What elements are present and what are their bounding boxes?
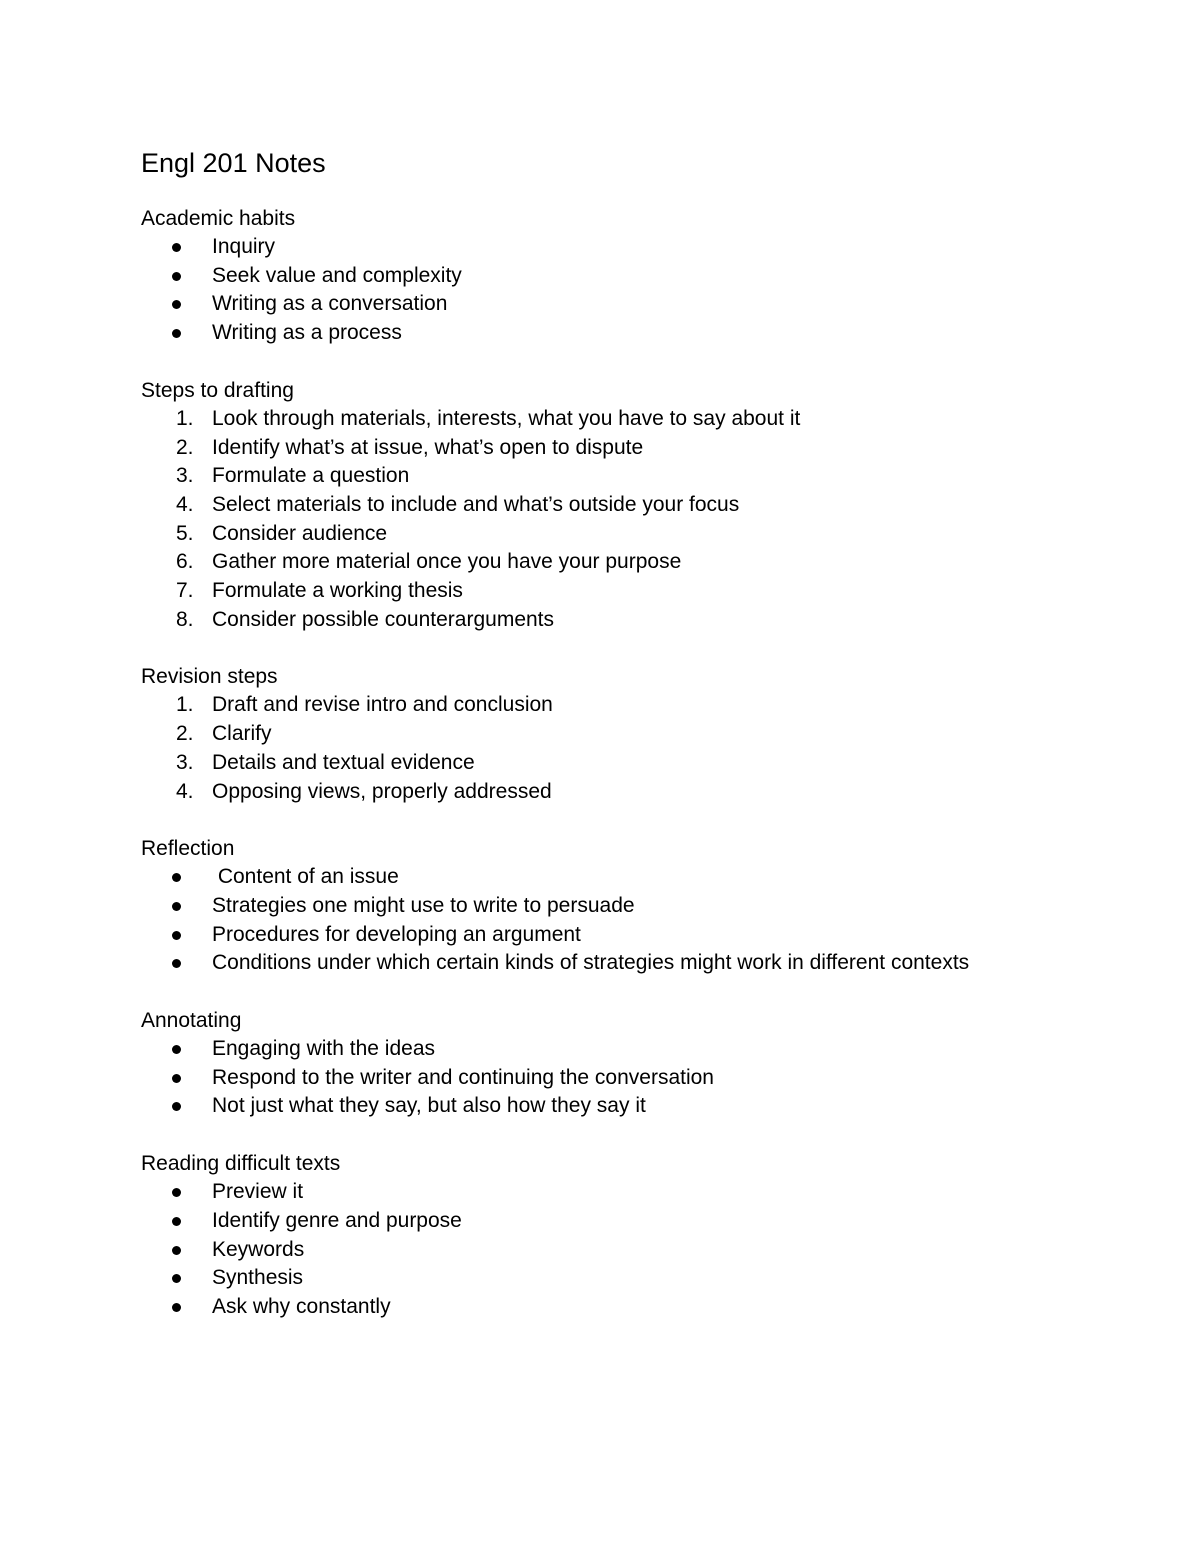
list-item bbox=[141, 1264, 1101, 1293]
list-item-text: Look through materials, interests, what you have to say about it bbox=[212, 406, 801, 430]
list-item-text: Strategies one might use to write to persuade bbox=[212, 893, 635, 917]
list-item-text: Opposing views, properly addressed bbox=[212, 779, 552, 803]
bullet-icon bbox=[172, 1217, 181, 1226]
list-item-text: Ask why constantly bbox=[212, 1294, 391, 1318]
list-item bbox=[141, 921, 1101, 950]
bullet-list bbox=[141, 1178, 1101, 1322]
bullet-icon bbox=[172, 1274, 181, 1283]
bullet-icon bbox=[172, 902, 181, 911]
list-item bbox=[141, 1064, 1101, 1093]
bullet-icon bbox=[172, 329, 181, 338]
numbered-list bbox=[141, 405, 1101, 635]
list-item-text: Formulate a question bbox=[212, 464, 410, 488]
list-item-text: Writing as a conversation bbox=[212, 292, 448, 316]
section-academic-habits bbox=[141, 204, 1101, 348]
list-item-text: Writing as a process bbox=[212, 321, 402, 345]
list-item-text: Identify what’s at issue, what’s open to dispute bbox=[212, 435, 644, 459]
section-heading: Academic habits bbox=[141, 207, 296, 230]
section-steps-to-drafting bbox=[141, 376, 1101, 635]
list-item-text: Gather more material once you have your purpose bbox=[212, 550, 682, 574]
bullet-icon bbox=[172, 272, 181, 281]
list-number: 4. bbox=[176, 492, 194, 516]
bullet-list bbox=[141, 233, 1101, 348]
list-item bbox=[141, 1293, 1101, 1322]
list-number: 2. bbox=[176, 722, 194, 746]
list-number: 8. bbox=[176, 607, 194, 631]
bullet-icon bbox=[172, 931, 181, 940]
list-item-text: Content of an issue bbox=[212, 865, 399, 889]
section-heading: Steps to drafting bbox=[141, 378, 294, 402]
list-number: 3. bbox=[176, 464, 194, 488]
list-item bbox=[141, 1236, 1101, 1265]
bullet-icon bbox=[172, 243, 181, 252]
list-item-text: Details and textual evidence bbox=[212, 750, 475, 774]
bullet-list bbox=[141, 1035, 1101, 1121]
list-item-text: Engaging with the ideas bbox=[212, 1037, 435, 1061]
list-item-text: Draft and revise intro and conclusion bbox=[212, 693, 553, 717]
list-item-text: Conditions under which certain kinds of strategies might work in different contexts bbox=[212, 951, 970, 975]
document-title: Engl 201 Notes bbox=[141, 148, 326, 178]
list-item-text: Inquiry bbox=[212, 235, 276, 258]
list-item bbox=[141, 548, 1101, 577]
list-number: 1. bbox=[176, 693, 194, 717]
list-item bbox=[141, 319, 1101, 348]
document-body bbox=[141, 146, 1101, 1350]
bullet-icon bbox=[172, 300, 181, 309]
list-item bbox=[141, 863, 1101, 892]
list-item-text: Procedures for developing an argument bbox=[212, 922, 581, 946]
section-reading-difficult-texts bbox=[141, 1149, 1101, 1322]
list-item bbox=[141, 749, 1101, 778]
bullet-icon bbox=[172, 1074, 181, 1083]
list-item-text: Clarify bbox=[212, 722, 272, 746]
list-item bbox=[141, 606, 1101, 635]
list-item bbox=[141, 1092, 1101, 1121]
list-item bbox=[141, 262, 1101, 291]
list-number: 3. bbox=[176, 750, 194, 774]
bullet-icon bbox=[172, 1188, 181, 1197]
list-item bbox=[141, 434, 1101, 463]
list-number: 4. bbox=[176, 779, 194, 803]
list-item bbox=[141, 691, 1101, 720]
section-heading: Reading difficult texts bbox=[141, 1152, 341, 1176]
section-reflection bbox=[141, 834, 1101, 978]
list-number: 2. bbox=[176, 435, 194, 459]
list-item-text: Identify genre and purpose bbox=[212, 1208, 462, 1232]
list-item-text: Select materials to include and what’s outside your focus bbox=[212, 492, 740, 516]
list-item-text: Keywords bbox=[212, 1237, 305, 1261]
list-item bbox=[141, 949, 1101, 978]
list-item-text: Synthesis bbox=[212, 1266, 304, 1290]
section-annotating bbox=[141, 1006, 1101, 1121]
list-item bbox=[141, 520, 1101, 549]
section-revision-steps bbox=[141, 662, 1101, 806]
section-heading: Reflection bbox=[141, 837, 235, 861]
list-number: 1. bbox=[176, 406, 194, 430]
list-item-text: Not just what they say, but also how they say it bbox=[212, 1094, 646, 1118]
section-heading: Annotating bbox=[141, 1009, 242, 1033]
bullet-icon bbox=[172, 1045, 181, 1054]
list-item bbox=[141, 1207, 1101, 1236]
list-item bbox=[141, 1035, 1101, 1064]
list-item bbox=[141, 405, 1101, 434]
list-number: 5. bbox=[176, 521, 194, 545]
list-item-text: Respond to the writer and continuing the conversation bbox=[212, 1065, 714, 1089]
section-heading: Revision steps bbox=[141, 665, 278, 689]
bullet-icon bbox=[172, 1246, 181, 1255]
bullet-icon bbox=[172, 873, 181, 882]
list-item bbox=[141, 778, 1101, 807]
list-item-text: Formulate a working thesis bbox=[212, 579, 463, 603]
list-item-text: Preview it bbox=[212, 1180, 304, 1204]
list-item bbox=[141, 290, 1101, 319]
list-item-text: Consider audience bbox=[212, 521, 388, 545]
list-item bbox=[141, 577, 1101, 606]
list-item bbox=[141, 491, 1101, 520]
list-item-text: Consider possible counterarguments bbox=[212, 607, 555, 631]
bullet-list bbox=[141, 863, 1101, 978]
list-item bbox=[141, 233, 1101, 262]
list-item bbox=[141, 1178, 1101, 1207]
bullet-icon bbox=[172, 1303, 181, 1312]
numbered-list bbox=[141, 691, 1101, 806]
bullet-icon bbox=[172, 1102, 181, 1111]
list-number: 7. bbox=[176, 579, 194, 603]
list-item bbox=[141, 720, 1101, 749]
list-item bbox=[141, 462, 1101, 491]
list-item bbox=[141, 892, 1101, 921]
bullet-icon bbox=[172, 959, 181, 968]
list-item-text: Seek value and complexity bbox=[212, 263, 462, 287]
list-number: 6. bbox=[176, 550, 194, 574]
